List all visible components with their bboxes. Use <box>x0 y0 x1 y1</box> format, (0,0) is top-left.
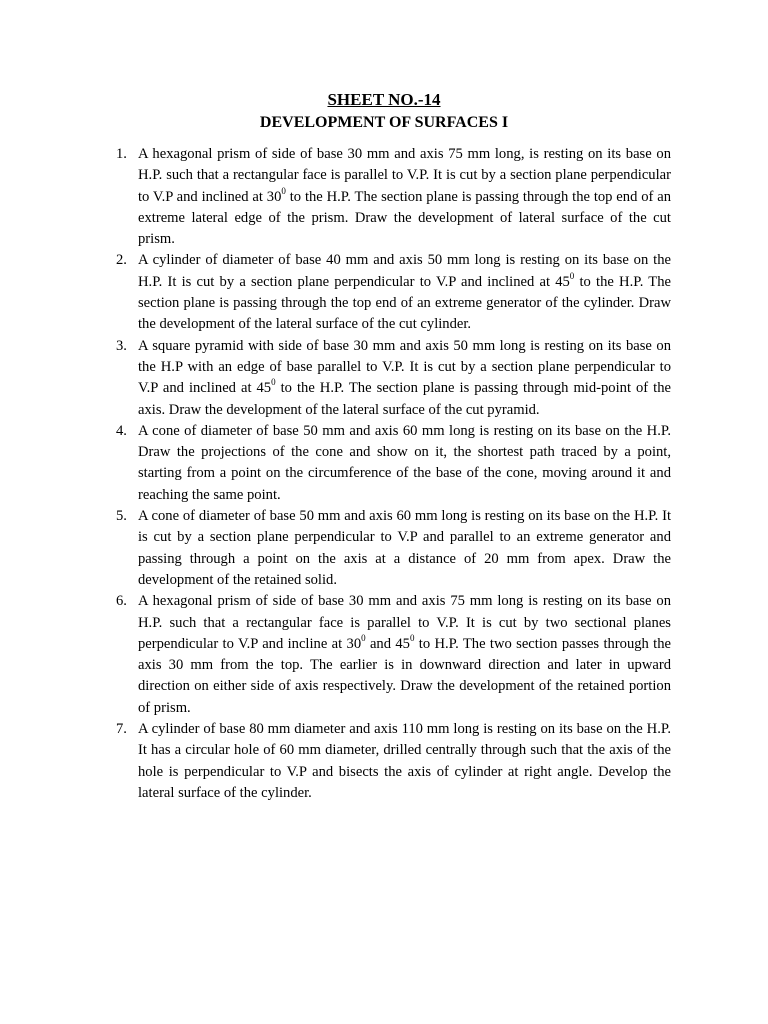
question-4 <box>116 421 671 506</box>
question-text: A hexagonal prism of side of base 30 mm and axis 75 mm long, is resting on its base on H.P. such that a rectangular face is parallel to V.P. It is cut by a section plane perpendicular to V.P and inclined at $30^0$ to the H.P. The section plane is passing through the top end of an extreme lateral edge of the prism. Draw the development of lateral surface of the cut prism. <box>138 146 671 248</box>
superscript-degree: 0 <box>271 377 276 388</box>
question-text: A cylinder of diameter of base 40 mm and axis 50 mm long is resting on its base on the H.P. It is cut by a section plane perpendicular to V.P and inclined at $45^0$ to the H.P. The section plane is passing through the top end of an extreme generator of the cylinder. Draw the development of the lateral surface of the cut cylinder. <box>138 252 671 333</box>
question-3 <box>116 336 671 421</box>
question-text: A cylinder of base 80 mm diameter and axis 110 mm long is resting on its base on the H.P. It has a circular hole of 60 mm diameter, drilled centrally through such that the axis of the hole is perpendicular to V.P and bisects the axis of cylinder at right angle. Develop the lateral surface of the cylinder. <box>138 721 671 801</box>
question-number: 7. <box>116 721 127 738</box>
question-number: 1. <box>116 146 127 162</box>
question-number: 2. <box>116 252 127 269</box>
question-text: A hexagonal prism of side of base 30 mm and axis 75 mm long is resting on its base on H.P. such that a rectangular face is parallel to V.P. It is cut by two sectional planes perpendicular to V.P and incline at $30^0$ and $45^0$ to H.P. The two section passes through the axis 30 mm from the top. The earlier is in downward direction and later in upward direction on either side of axis respectively. Draw the development of the retained portion of prism. <box>138 593 672 716</box>
question-text: A cone of diameter of base 50 mm and axis 60 mm long is resting on its base on the H.P. Draw the projections of the cone and show on it, the shortest path traced by a point, starting from a point on the circumference of the base of the cone, moving around it and reaching the same point. <box>138 422 671 503</box>
superscript-degree: 0 <box>409 632 415 643</box>
question-number: 3. <box>116 337 127 354</box>
question-list <box>116 144 672 804</box>
sheet-subtitle: DEVELOPMENT OF SURFACES I <box>259 114 509 131</box>
sheet-title: SHEET NO.-14 <box>327 90 441 109</box>
question-6 <box>116 591 672 719</box>
question-text: A cone of diameter of base 50 mm and axis 60 mm long is resting on its base on the H.P. It is cut by a section plane perpendicular to V.P and parallel to an extreme generator and passing through a point on the axis at a distance of 20 mm from apex. Draw the development of the retained solid. <box>138 508 671 588</box>
question-number: 5. <box>116 508 127 525</box>
question-7 <box>116 719 671 804</box>
question-2 <box>116 250 671 335</box>
superscript-degree: 0 <box>569 270 575 281</box>
question-5 <box>116 506 671 591</box>
superscript-degree: 0 <box>281 185 286 196</box>
question-number: 4. <box>116 422 127 439</box>
question-number: 6. <box>116 593 127 610</box>
question-1 <box>116 144 671 250</box>
superscript-degree: 0 <box>361 632 366 643</box>
question-text: A square pyramid with side of base 30 mm and axis 50 mm long is resting on its base on the H.P with an edge of base parallel to V.P. It is cut by a section plane perpendicular to V.P and inclined at $45^0$ to the H.P. The section plane is passing through mid-point of the axis. Draw the development of the lateral surface of the cut pyramid. <box>138 337 671 418</box>
